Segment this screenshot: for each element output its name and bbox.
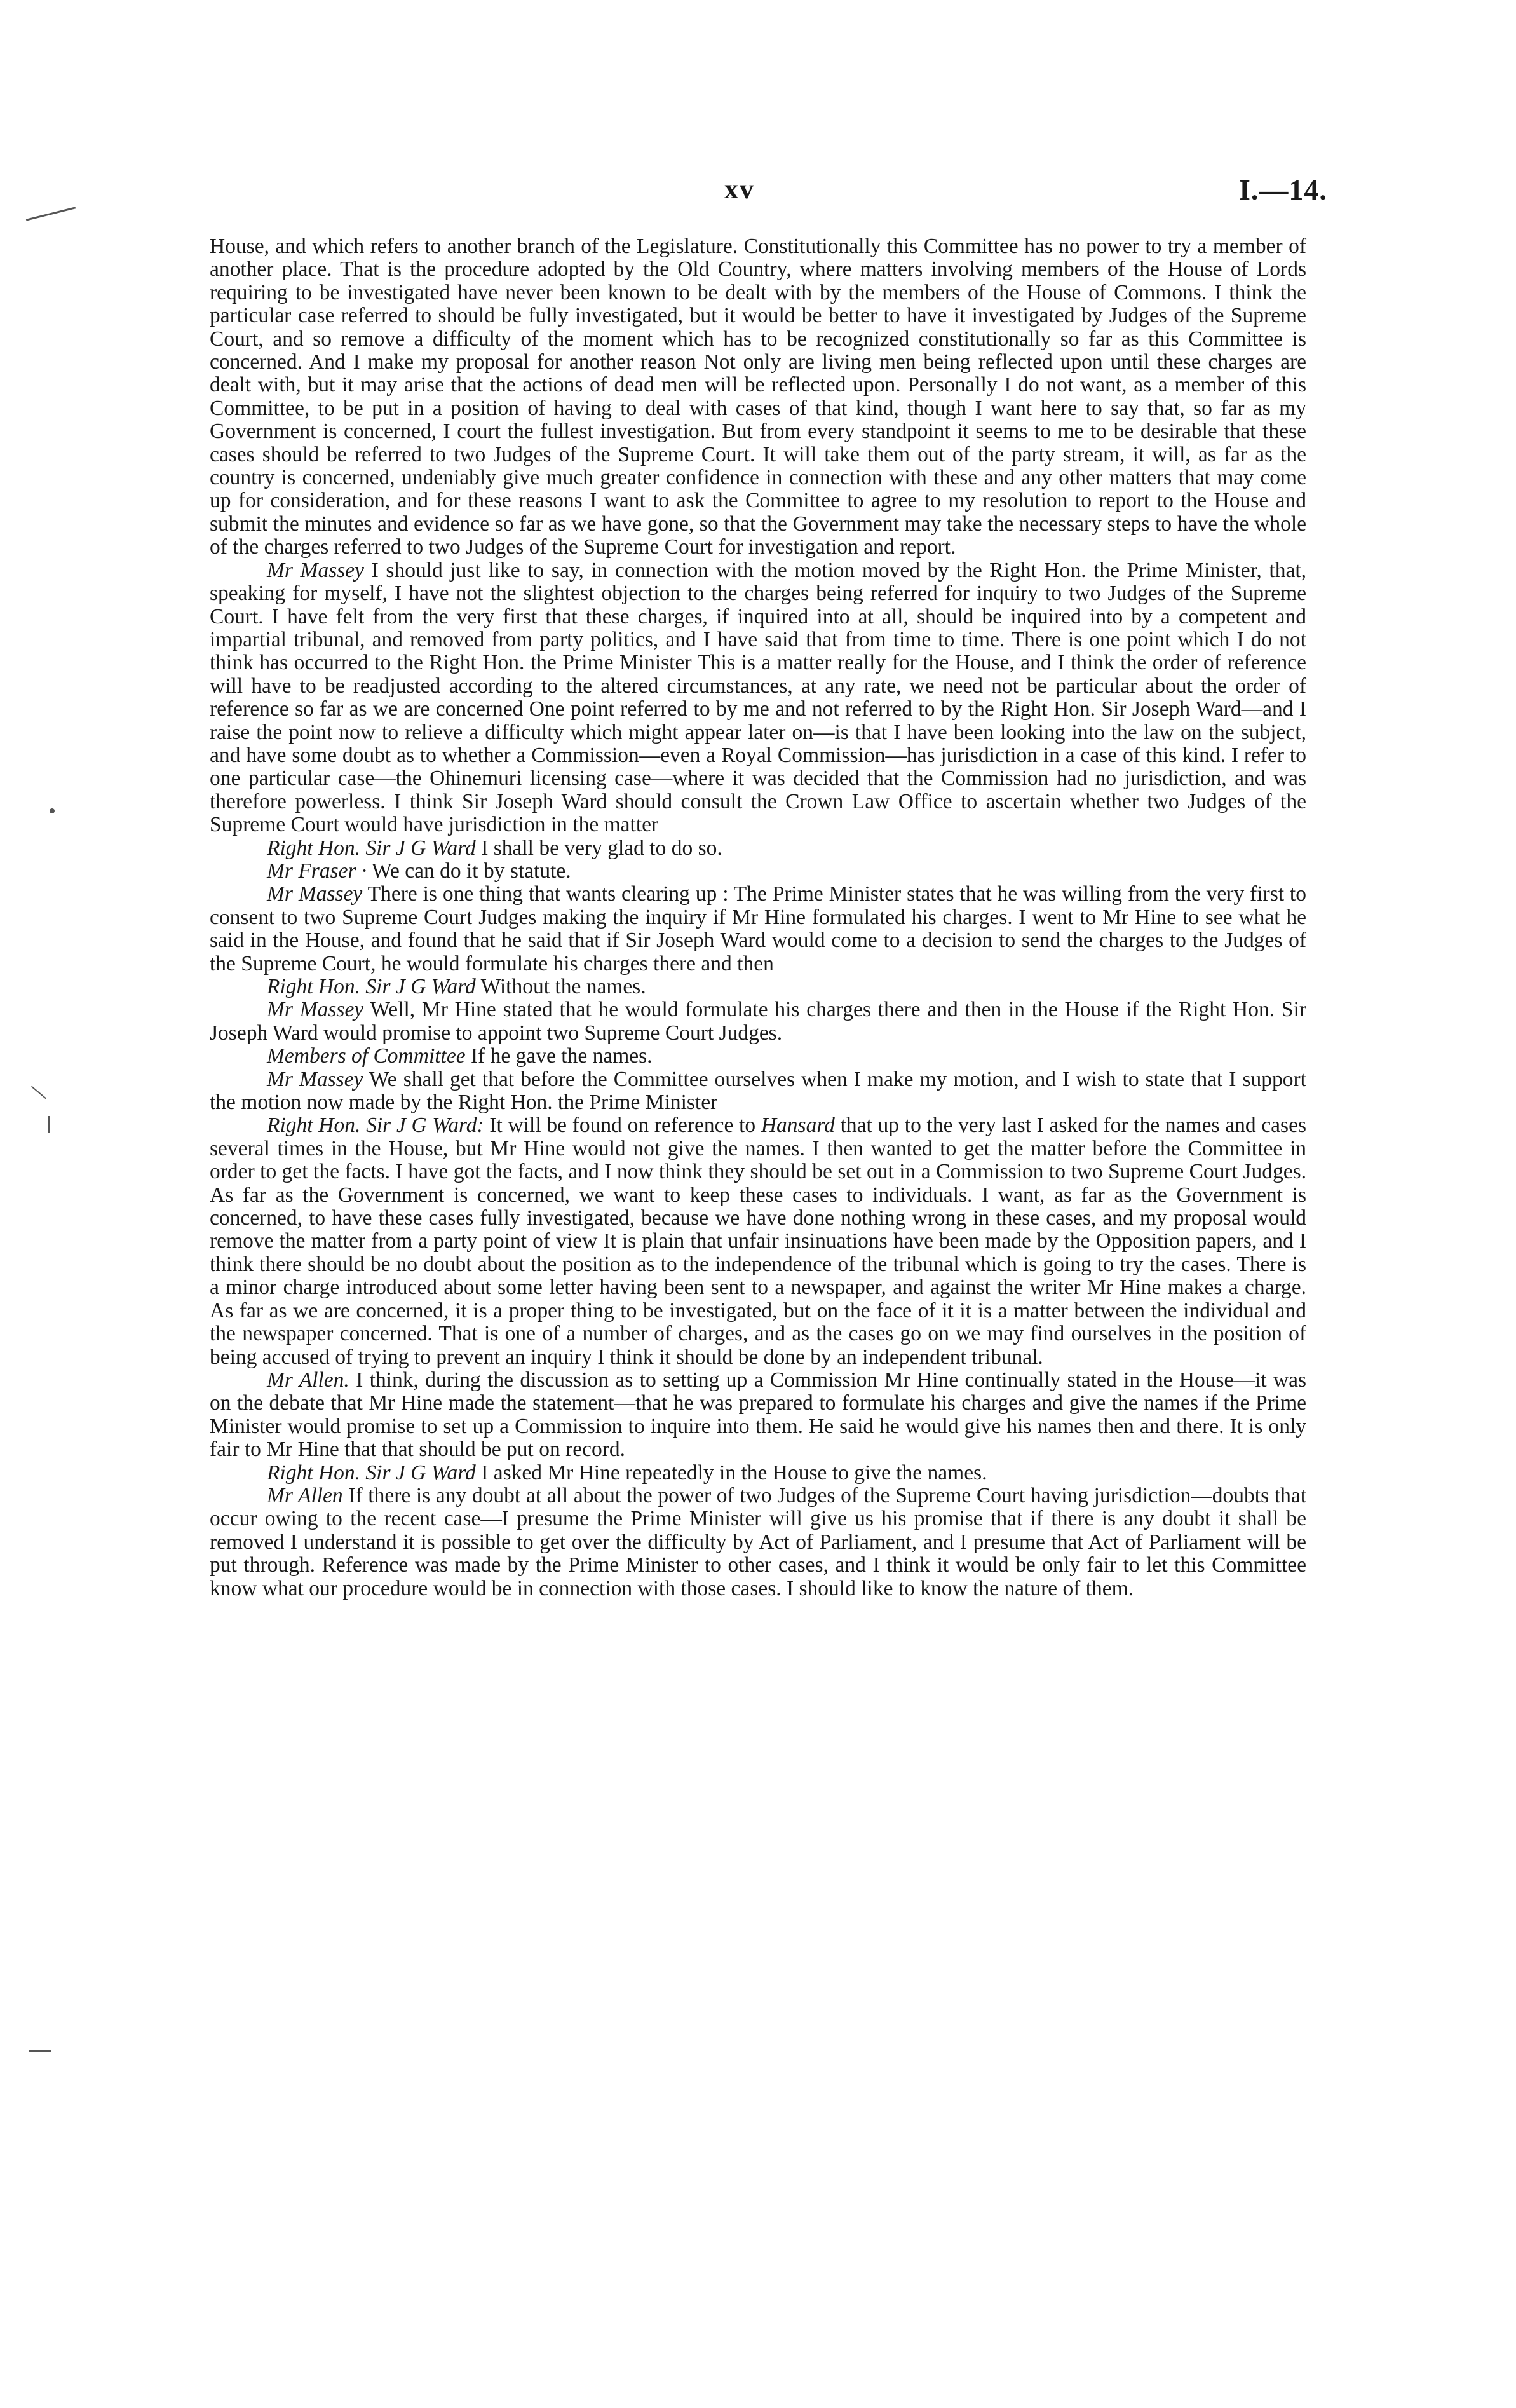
paragraph: [210, 1462, 1306, 1485]
paragraph-text: Well, Mr Hine stated that he would formulate his charges there and then in the House if the Right Hon. Sir Joseph Ward would promise to appoint two Supreme Court Judges.: [210, 998, 1306, 1045]
paragraph: [210, 1045, 1306, 1068]
speaker-name: Mr Allen.: [267, 1368, 349, 1392]
speaker-name: Mr Allen: [267, 1483, 343, 1507]
scan-mark: [29, 2050, 51, 2052]
speaker-name: Mr Fraser ·: [267, 859, 367, 883]
scan-mark: [31, 1086, 46, 1099]
paragraph-text: We can do it by statute.: [372, 859, 571, 883]
paragraph: [210, 235, 1306, 559]
scan-mark: [50, 808, 55, 813]
paragraph-text: If he gave the names.: [470, 1044, 653, 1068]
paragraph: [210, 1485, 1306, 1600]
paragraph-text: There is one thing that wants clearing up : The Prime Minister states that he was willing from the very first to consent to two Supreme Court Judges making the inquiry if Mr Hine formulated his charges. I went to Mr Hine to see what he said in the House, and found that he said that if Sir Joseph Ward would come to a decision to send the charges to the Judges of the Supreme Court, he would formulate his charges there and then: [210, 882, 1306, 976]
speaker-name: Members of Committee: [267, 1044, 466, 1068]
scan-mark: [48, 1116, 50, 1133]
paragraph: [210, 1369, 1306, 1462]
paragraph-text: I shall be very glad to do so.: [481, 836, 722, 860]
paragraph: [210, 976, 1306, 998]
page-header: [0, 173, 1516, 217]
paragraph-text: Without the names.: [480, 975, 646, 998]
paragraph-text: I should just like to say, in connection with the motion moved by the Right Hon. the Prime Minister, that, speaking for myself, I have not the slightest objection to the charges being referred for inquiry to two Judges of the Supreme Court. I have felt from the very first that these charges, if inquired into at all, should be inquired into by a competent and impartial tribunal, and removed from party politics, and I have said that from time to time. There is one point which I do not think has occurred to the Right Hon. the Prime Minister This is a matter really for the House, and I think the order of reference will have to be readjusted according to the altered circumstances, at any rate, we need not be particular about the order of reference so far as we are concerned One point referred to by me and not referred to by the Right Hon. Sir Joseph Ward—and I raise the point now to relieve a difficulty which might appear later on—is that I have been looking into the law on the subject, and have some doubt as to whether a Commission—even a Royal Commission—has jurisdiction in a case of this kind. I refer to one particular case—the Ohinemuri licensing case—where it was decided that the Commission had no jurisdiction, and was therefore powerless. I think Sir Joseph Ward should consult the Crown Law Office to ascertain whether two Judges of the Supreme Court would have jurisdiction in the matter: [210, 558, 1306, 837]
speaker-name: Right Hon. Sir J G Ward:: [267, 1113, 484, 1138]
paragraph: [210, 1114, 1306, 1368]
page-number: xv: [724, 173, 755, 205]
paragraph-text: It will be found on reference to: [489, 1113, 756, 1138]
speaker-name: Right Hon. Sir J G Ward: [267, 836, 476, 860]
paragraph-text: I think, during the discussion as to setting up a Commission Mr Hine continually stated in the House—it was on the debate that Mr Hine made the statement—that he was prepared to formulate his charges and give the names if the Prime Minister would promise to set up a Commission to inquire into them. He said he would give his names then and there. It is only fair to Mr Hine that that should be put on record.: [210, 1368, 1306, 1462]
speaker-name: Mr Massey: [267, 1067, 363, 1091]
document-reference: I.—14.: [1239, 173, 1327, 206]
speaker-name: Right Hon. Sir J G Ward: [267, 1460, 476, 1485]
paragraph: [210, 837, 1306, 860]
publication-reference: Hansard: [761, 1113, 835, 1138]
paragraph-text: that up to the very last I asked for the names and cases several times in the House, but Mr Hine would not give the names. I then wanted to get the matter before the Committee in order to get the facts. I have got the facts, and I now think they should be set out in a Commission to two Supreme Court Judges. As far as the Government is concerned, we want to keep these cases to individuals. I want, as far as the Government is concerned, to have these cases fully investigated, because we have done nothing wrong in these cases, and my proposal would remove the matter from a party point of view It is plain that unfair insinuations have been made by the Opposition papers, and I think there should be no doubt about the position as to the independence of the tribunal which is going to try the cases. There is a minor charge introduced about some letter having been sent to a newspaper, and against the writer Mr Hine makes a charge. As far as we are concerned, it is a proper thing to be investigated, but on the face of it it is a matter between the individual and the newspaper concerned. That is one of a number of charges, and as the cases go on we may find ourselves in the position of being accused of trying to prevent an inquiry I think it should be done by an independent tribunal.: [210, 1113, 1306, 1369]
paragraph: [210, 998, 1306, 1045]
speaker-name: Mr Massey: [267, 882, 363, 906]
minutes-body: [210, 235, 1306, 1600]
paragraph: [210, 559, 1306, 837]
paragraph: [210, 860, 1306, 883]
speaker-name: Mr Massey: [267, 558, 365, 582]
paragraph-text: If there is any doubt at all about the power of two Judges of the Supreme Court having jurisdiction—doubts that occur owing to the recent case—I presume the Prime Minister will give us his promise that if there is any doubt it shall be removed I understand it is possible to get over the difficulty by Act of Parliament, and I presume that Act of Parliament will be put through. Reference was made by the Prime Minister to other cases, and I think it would be only fair to let this Committee know what our procedure would be in connection with those cases. I should like to know the nature of them.: [210, 1483, 1307, 1600]
paragraph-text: We shall get that before the Committee ourselves when I make my motion, and I wish to state that I support the motion now made by the Right Hon. the Prime Minister: [210, 1067, 1306, 1115]
speaker-name: Mr Massey: [267, 998, 364, 1022]
paragraph: [210, 1068, 1306, 1115]
paragraph-text: I asked Mr Hine repeatedly in the House to give the names.: [481, 1460, 987, 1485]
speaker-name: Right Hon. Sir J G Ward: [267, 975, 476, 998]
paragraph: [210, 883, 1306, 976]
paragraph-text: House, and which refers to another branch of the Legislature. Constitutionally this Committee has no power to try a member of another place. That is the procedure adopted by the Old Country, where matters involving members of the House of Lords requiring to be investigated have never been known to be dealt with by the members of the House of Commons. I think the particular case referred to should be fully investigated, but it would be better to have it investigated by Judges of the Supreme Court, and so remove a difficulty of the moment which has to be recognized constitutionally so far as this Committee is concerned. And I make my proposal for another reason Not only are living men being reflected upon until these charges are dealt with, but it may arise that the actions of dead men will be reflected upon. Personally I do not want, as a member of this Committee, to be put in a position of having to deal with cases of that kind, though I want here to say that, so far as my Government is concerned, I court the fullest investigation. But from every standpoint it seems to me to be desirable that these cases should be referred to two Judges of the Supreme Court. It will take them out of the party stream, it will, as far as the country is concerned, undeniably give much greater confidence in connection with these and any other matters that may come up for consideration, and for these reasons I want to ask the Committee to agree to my resolution to report to the House and submit the minutes and evidence so far as we have gone, so that the Government may take the necessary steps to have the whole of the charges referred to two Judges of the Supreme Court for investigation and report.: [210, 235, 1306, 559]
